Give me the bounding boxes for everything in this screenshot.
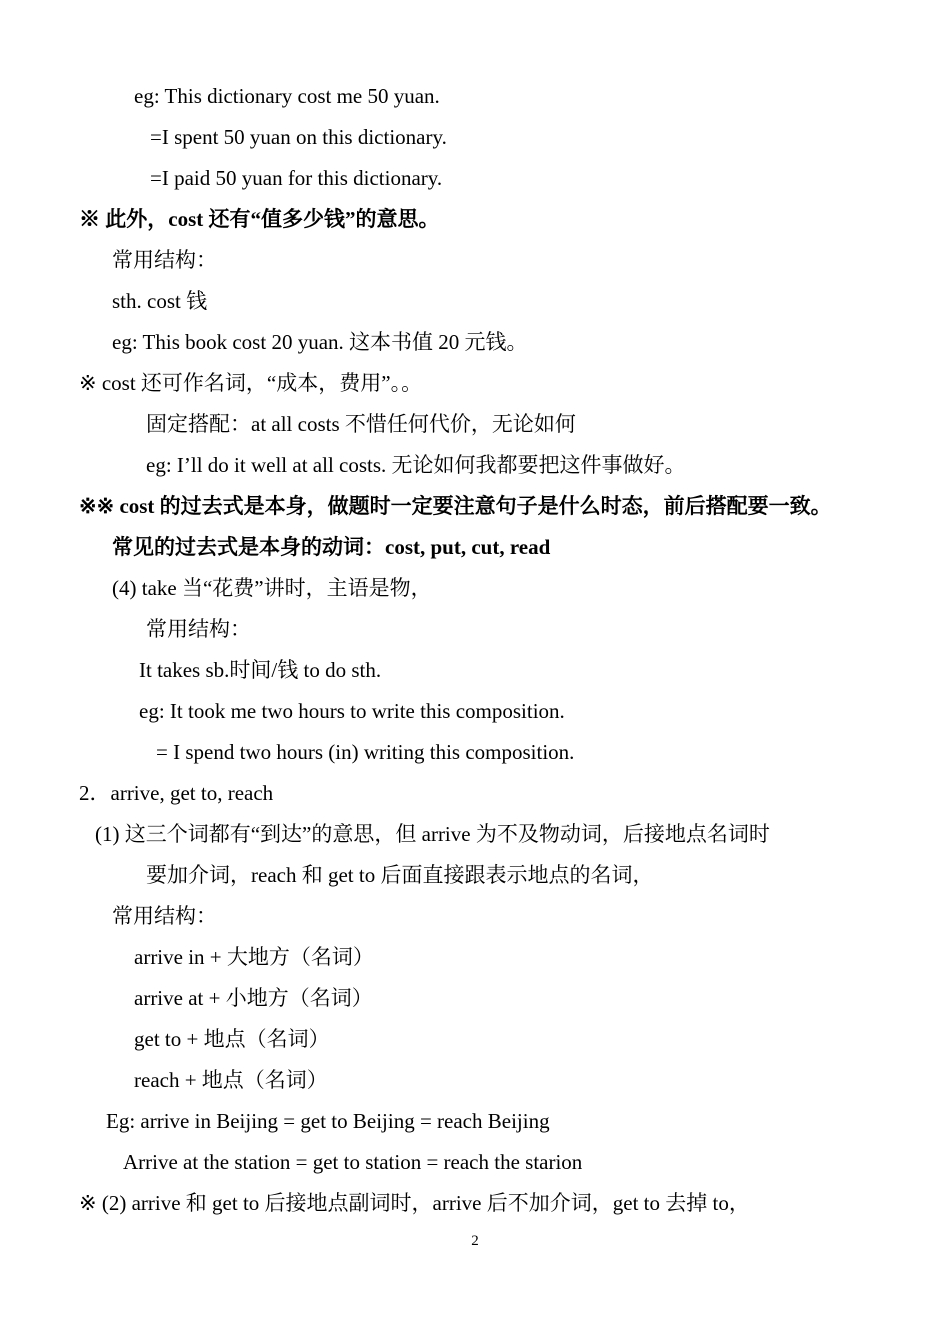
- section-line: 要加介词，reach 和 get to 后面直接跟表示地点的名词，: [146, 863, 654, 887]
- example-line: eg: I’ll do it well at all costs. 无论如何我都要把这件事做好。: [146, 453, 686, 477]
- page-number: 2: [471, 1233, 479, 1249]
- example-line: Arrive at the station = get to station = reach the starion: [123, 1150, 583, 1174]
- note-heading: ※ 此外，cost 还有“值多少钱”的意思。: [79, 207, 440, 231]
- structure-line: arrive in + 大地方（名词）: [134, 945, 374, 969]
- section-line: (1) 这三个词都有“到达”的意思，但 arrive 为不及物动词，后接地点名词时: [95, 822, 770, 846]
- collocation-line: 固定搭配：at all costs 不惜任何代价，无论如何: [146, 412, 576, 436]
- note-heading: 常见的过去式是本身的动词：cost, put, cut, read: [112, 535, 551, 559]
- structure-label: 常用结构：: [112, 904, 217, 928]
- example-line: eg: It took me two hours to write this composition.: [139, 699, 565, 723]
- structure-line: sth. cost 钱: [112, 289, 208, 313]
- example-line: eg: This dictionary cost me 50 yuan.: [134, 84, 440, 108]
- example-line: Eg: arrive in Beijing = get to Beijing = reach Beijing: [106, 1109, 550, 1133]
- structure-label: 常用结构：: [146, 617, 251, 641]
- example-line: = I spend two hours (in) writing this composition.: [156, 740, 575, 764]
- example-line: eg: This book cost 20 yuan. 这本书值 20 元钱。: [112, 330, 528, 354]
- section-heading: 2．arrive, get to, reach: [79, 781, 274, 805]
- structure-line: It takes sb.时间/钱 to do sth.: [139, 658, 382, 682]
- structure-line: arrive at + 小地方（名词）: [134, 986, 373, 1010]
- section-line: (4) take 当“花费”讲时，主语是物，: [112, 576, 432, 600]
- note-line: ※ cost 还可作名词，“成本，费用”。。: [79, 371, 423, 395]
- structure-label: 常用结构：: [112, 248, 217, 272]
- structure-line: get to + 地点（名词）: [134, 1027, 330, 1051]
- example-line: =I spent 50 yuan on this dictionary.: [150, 125, 447, 149]
- example-line: =I paid 50 yuan for this dictionary.: [150, 166, 443, 190]
- structure-line: reach + 地点（名词）: [134, 1068, 328, 1092]
- note-heading: ※※ cost 的过去式是本身，做题时一定要注意句子是什么时态，前后搭配要一致。: [79, 494, 832, 518]
- note-line: ※ (2) arrive 和 get to 后接地点副词时，arrive 后不加介词，get to 去掉 to，: [79, 1191, 750, 1215]
